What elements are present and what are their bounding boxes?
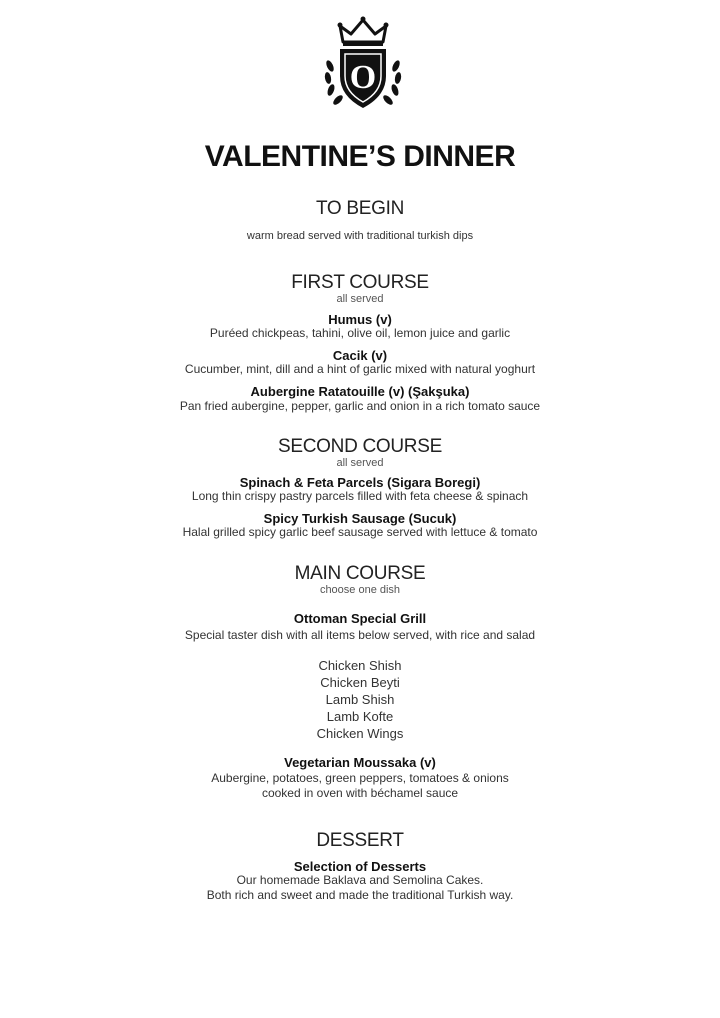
section-heading-dessert: DESSERT [316, 830, 404, 851]
main-course-note: choose one dish [319, 584, 401, 596]
dish-description: Aubergine, potatoes, green peppers, tomatoes & onions [211, 771, 509, 785]
to-begin-description: warm bread served with traditional turkish dips [246, 230, 474, 242]
dish-name: Selection of Desserts [293, 859, 427, 874]
dish-description: Long thin crispy pastry parcels filled with feta cheese & spinach [191, 489, 529, 503]
section-heading-second-course: SECOND COURSE [278, 436, 442, 457]
crown-crest-logo [318, 14, 408, 114]
dish-description: Our homemade Baklava and Semolina Cakes. [236, 873, 484, 887]
dish-name: Humus (v) [328, 312, 392, 327]
dish-description: Pan fried aubergine, pepper, garlic and onion in a rich tomato sauce [179, 399, 541, 413]
dish-description: Cucumber, mint, dill and a hint of garlic mixed with natural yoghurt [184, 362, 536, 376]
section-heading-to-begin: TO BEGIN [315, 198, 405, 219]
section-heading-main-course: MAIN COURSE [294, 563, 426, 584]
dish-description: Puréed chickpeas, tahini, olive oil, lemon juice and garlic [209, 326, 511, 340]
dish-description: Both rich and sweet and made the traditional Turkish way. [206, 888, 514, 902]
second-course-note: all served [336, 457, 384, 469]
dish-name: Spinach & Feta Parcels (Sigara Boregi) [239, 475, 481, 490]
dish-description: Special taster dish with all items below served, with rice and salad [184, 628, 536, 642]
dish-name: Vegetarian Moussaka (v) [284, 755, 436, 770]
svg-text:O: O [349, 59, 377, 96]
grill-item: Lamb Kofte [326, 709, 394, 724]
first-course-note: all served [336, 293, 384, 305]
dish-name: Spicy Turkish Sausage (Sucuk) [263, 511, 457, 526]
section-heading-first-course: FIRST COURSE [291, 272, 429, 293]
grill-item: Lamb Shish [325, 692, 395, 707]
grill-item: Chicken Beyti [320, 675, 400, 690]
menu-title: VALENTINE’S DINNER [204, 140, 516, 173]
dish-description: Halal grilled spicy garlic beef sausage served with lettuce & tomato [182, 525, 538, 539]
dish-name: Cacik (v) [332, 348, 388, 363]
dish-name: Aubergine Ratatouille (v) (Şakşuka) [250, 384, 470, 399]
grill-item: Chicken Shish [318, 658, 402, 673]
grill-item: Chicken Wings [316, 726, 404, 741]
dish-description: cooked in oven with béchamel sauce [261, 786, 459, 800]
dish-name: Ottoman Special Grill [293, 611, 427, 626]
